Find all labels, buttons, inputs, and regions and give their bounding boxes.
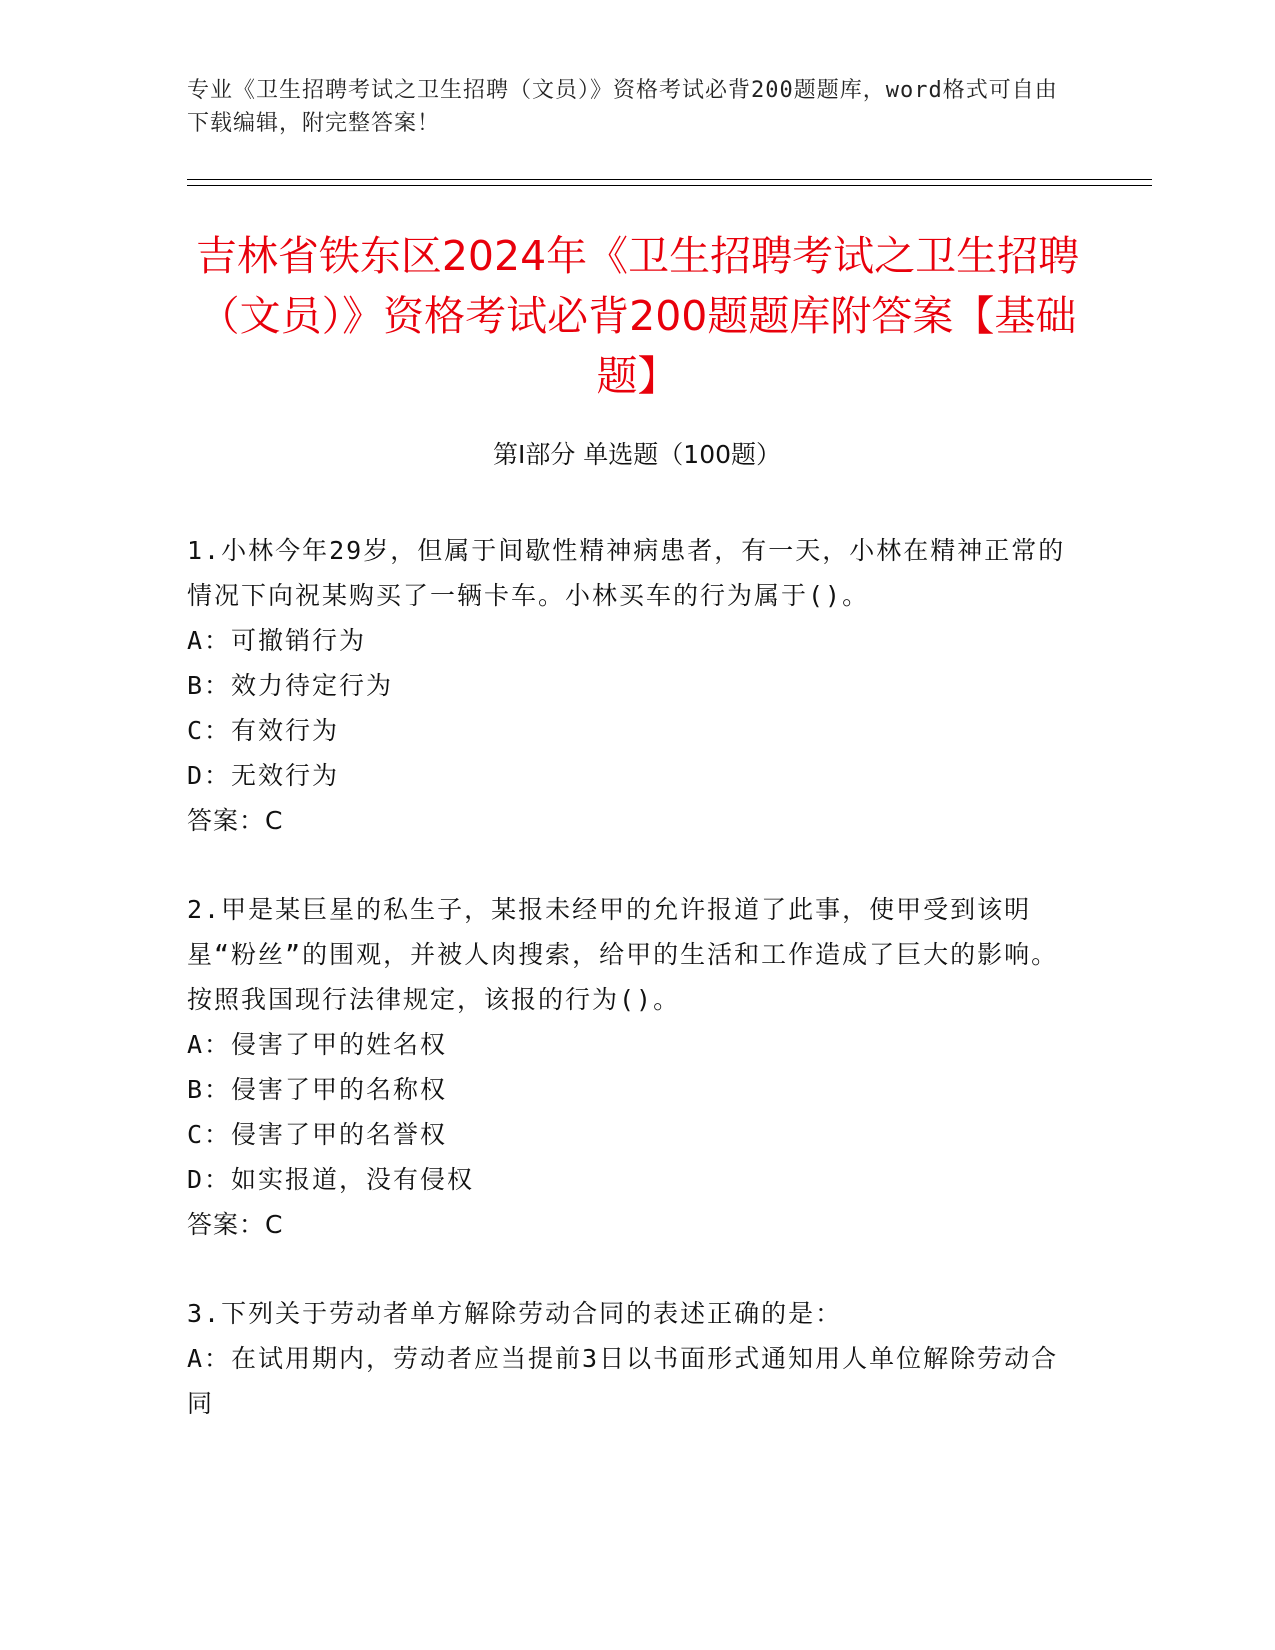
option-c: C：侵害了甲的名誉权 (187, 1120, 448, 1149)
answer-line: 答案：C (187, 1210, 284, 1239)
question-stem: 1.小林今年29岁，但属于间歇性精神病患者，有一天，小林在精神正常的情况下向祝某购买了一辆卡车。小林买车的行为属于()。 (187, 536, 1066, 610)
option-d: D：无效行为 (187, 761, 340, 790)
section-title: 第Ⅰ部分 单选题（100题） (492, 440, 782, 469)
option-a: A：可撤销行为 (187, 626, 367, 655)
question-stem: 3.下列关于劳动者单方解除劳动合同的表述正确的是： (187, 1299, 843, 1328)
header-divider-bottom (187, 185, 1152, 186)
header-note: 专业《卫生招聘考试之卫生招聘（文员）》资格考试必背200题题库，word格式可自由下载编辑，附完整答案！ (187, 78, 1058, 136)
question-list (187, 528, 1077, 1470)
option-c: C：有效行为 (187, 716, 340, 745)
option-b: B：侵害了甲的名称权 (187, 1075, 448, 1104)
question-1 (187, 528, 1077, 843)
option-b: B：效力待定行为 (187, 671, 394, 700)
question-stem: 2.甲是某巨星的私生子，某报未经甲的允许报道了此事，使甲受到该明星“粉丝”的围观，并被人肉搜索，给甲的生活和工作造成了巨大的影响。按照我国现行法律规定，该报的行为()。 (187, 895, 1059, 1014)
option-a: A：侵害了甲的姓名权 (187, 1030, 448, 1059)
option-a: A：在试用期内，劳动者应当提前3日以书面形式通知用人单位解除劳动合同 (187, 1344, 1059, 1418)
question-2 (187, 887, 1077, 1247)
document-title: 吉林省铁东区2024年《卫生招聘考试之卫生招聘（文员）》资格考试必背200题题库附答案【基础题】 (195, 232, 1080, 400)
option-d: D：如实报道，没有侵权 (187, 1165, 475, 1194)
header-divider-top (187, 179, 1152, 180)
answer-line: 答案：C (187, 806, 284, 835)
question-3 (187, 1291, 1077, 1426)
